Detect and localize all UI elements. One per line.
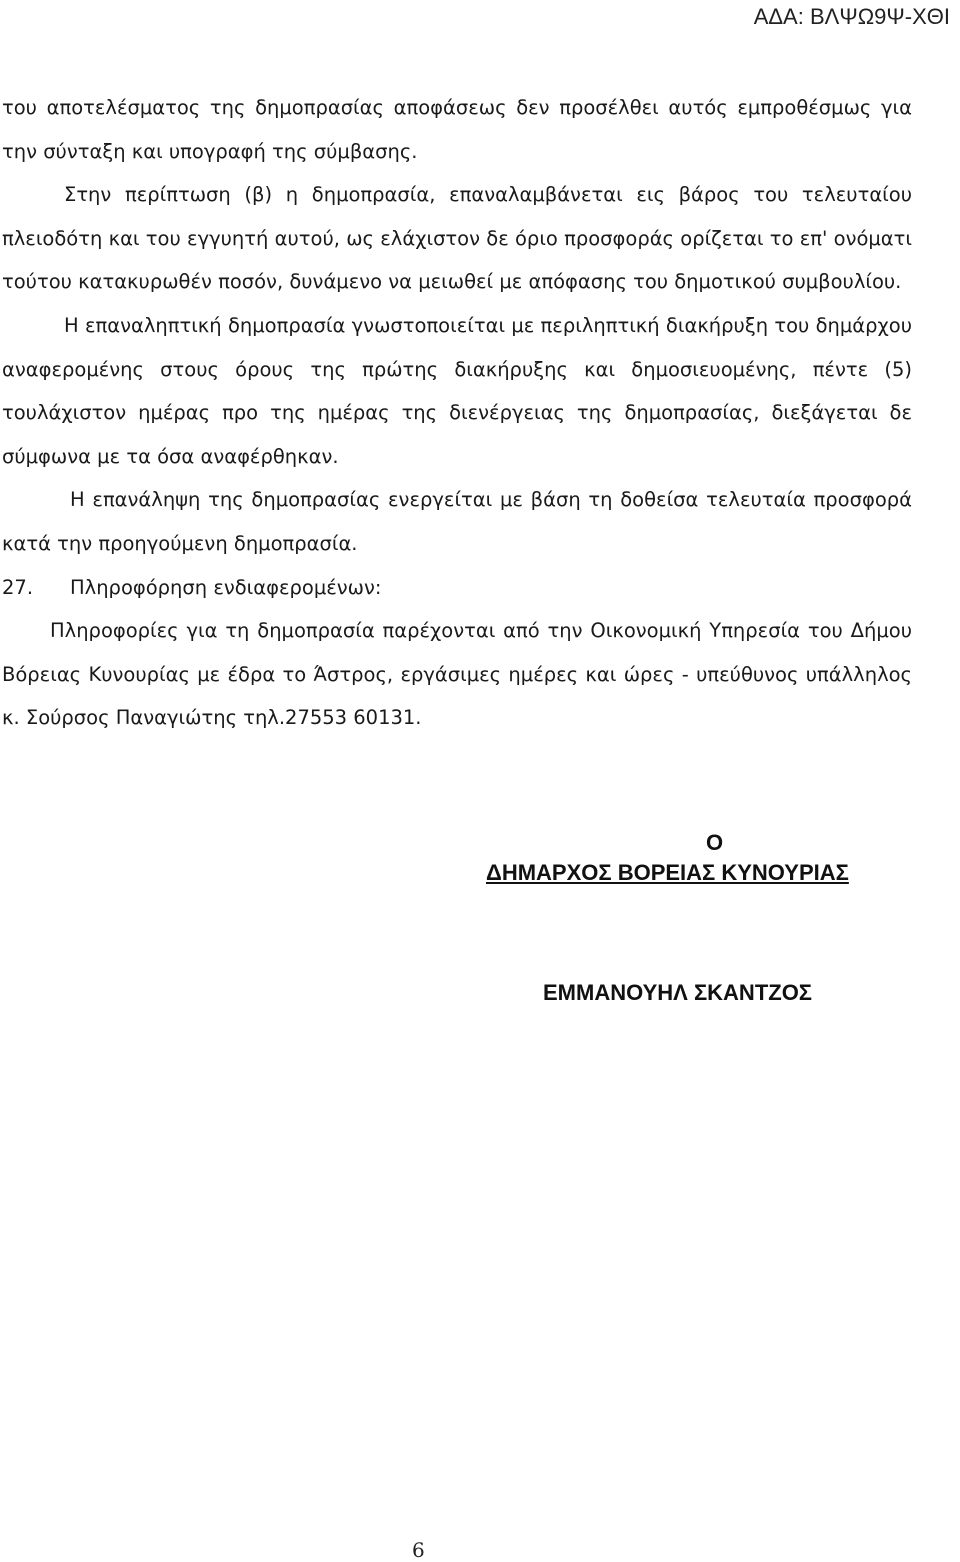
section-number: 27. xyxy=(2,575,34,599)
document-body xyxy=(2,86,912,740)
ada-code: ΑΔΑ: ΒΛΨΩ9Ψ-ΧΘΙ xyxy=(753,4,950,29)
paragraph-information: Πληροφορίες για τη δημοπρασία παρέχονται από την Οικονομική Υπηρεσία του Δήμου Βόρειας Κυνουρίας με έδρα το Άστρος, εργάσιμες ημέρες και ώρες - υπεύθυνος υπάλληλος κ. Σούρσος Παναγιώτης τηλ.27553 60131. xyxy=(2,619,912,730)
section-27-heading xyxy=(2,566,912,610)
section-title: Πληροφόρηση ενδιαφερομένων: xyxy=(70,575,382,599)
paragraph-contract-signing: του αποτελέσματος της δημοπρασίας αποφάσεως δεν προσέλθει αυτός εμπροθέσμως για την σύνταξη και υπογραφή της σύμβασης. xyxy=(2,96,912,163)
signature-name: ΕΜΜΑΝΟΥΗΛ ΣΚΑΝΤΖΟΣ xyxy=(543,980,813,1005)
signature-title-text: ΔΗΜΑΡΧΟΣ ΒΟΡΕΙΑΣ ΚΥΝΟΥΡΙΑΣ xyxy=(486,860,849,885)
signature-article: Ο xyxy=(706,830,724,855)
paragraph-repeat-basis: Η επανάληψη της δημοπρασίας ενεργείται με βάση τη δοθείσα τελευταία προσφορά κατά την προηγούμενη δημοπρασία. xyxy=(2,488,912,555)
page-number: 6 xyxy=(412,1538,425,1562)
paragraph-repeat-announcement: Η επαναληπτική δημοπρασία γνωστοποιείται με περιληπτική διακήρυξη του δημάρχου αναφερομένης στους όρους της πρώτης διακήρυξης και δημοσιευομένης, πέντε (5) τουλάχιστον ημέρας προ της ημέρας της διενέργειας της δημοπρασίας, διεξάγεται δε σύμφωνα με τα όσα αναφέρθηκαν. xyxy=(2,313,912,468)
signature-title xyxy=(486,860,849,886)
paragraph-repeat-auction: Στην περίπτωση (β) η δημοπρασία, επαναλαμβάνεται εις βάρος του τελευταίου πλειοδότη και του εγγυητή αυτού, ως ελάχιστον δε όριο προσφοράς ορίζεται το επ' ονόματι τούτου κατακυρωθέν ποσόν, δυνάμενο να μειωθεί με απόφασης του δημοτικού συμβουλίου. xyxy=(2,183,912,294)
